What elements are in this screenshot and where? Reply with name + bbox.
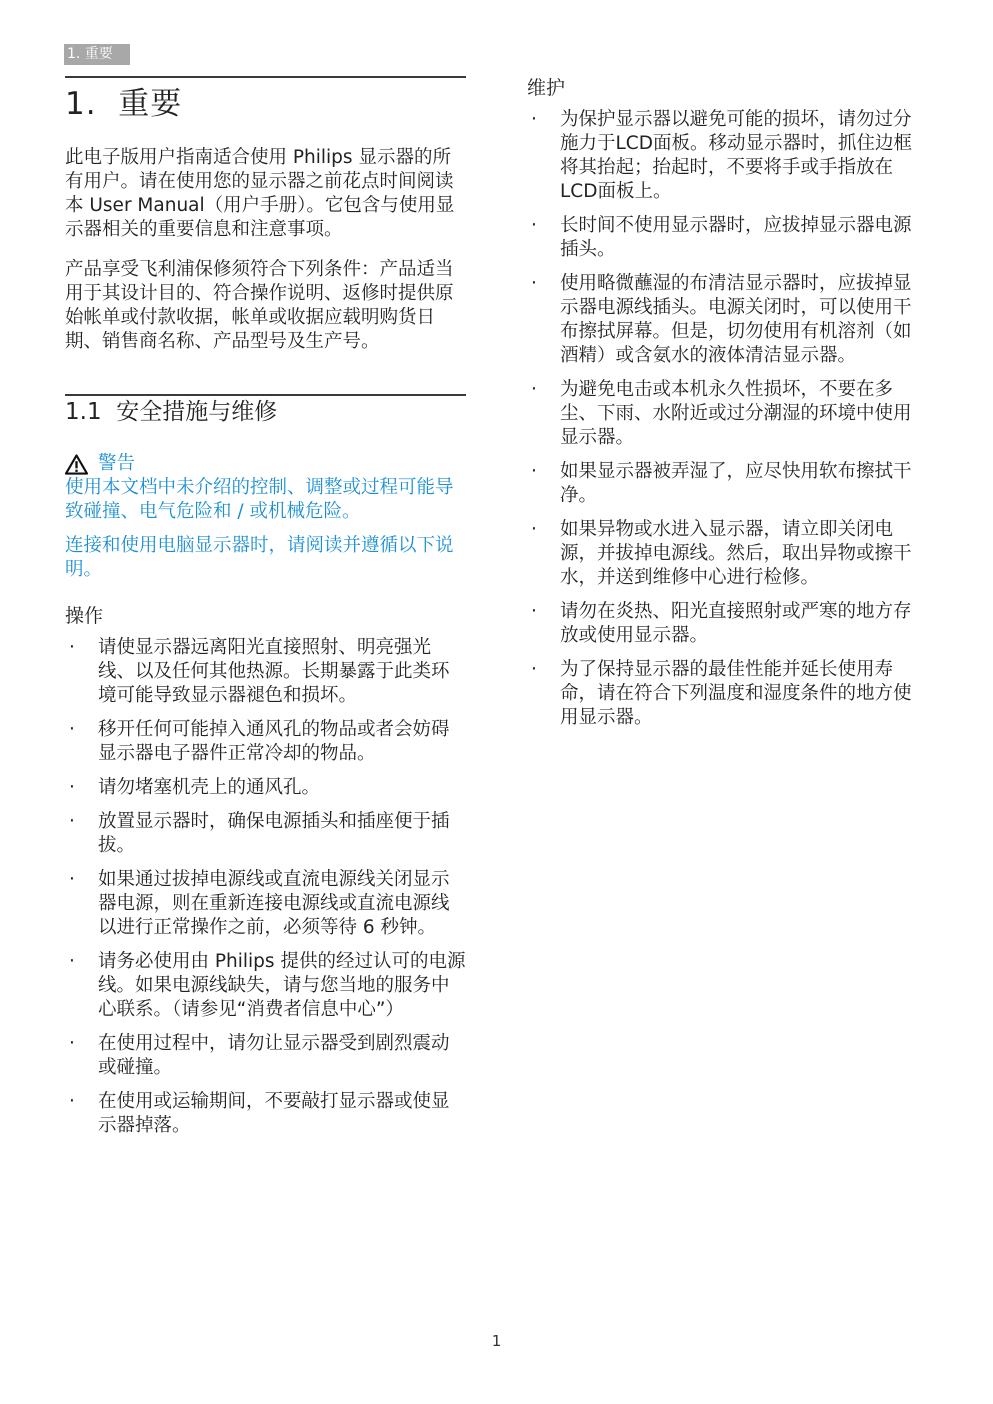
bullet: · [69, 719, 75, 740]
warning-triangle-icon [65, 454, 88, 475]
chapter-divider [65, 76, 466, 78]
operation-item [65, 1032, 466, 1080]
operation-item-text: 在使用或运输期间，不要敲打显示器或使显示器掉落。 [98, 1091, 450, 1136]
maintenance-item-text: 为避免电击或本机永久性损坏，不要在多尘、下雨、水附近或过分潮湿的环境中使用显示器。 [560, 379, 912, 448]
operation-item-text: 如果通过拔掉电源线或直流电源线关闭显示器电源，则在重新连接电源线或直流电源线以进行正常操作之前，必须等待 6 秒钟。 [98, 869, 450, 938]
bullet: · [69, 777, 75, 798]
intro-paragraph: 产品享受飞利浦保修须符合下列条件：产品适当用于其设计目的、符合操作说明、返修时提供原始帐单或付款收据，帐单或收据应载明购货日期、销售商名称、产品型号及生产号。 [65, 259, 454, 352]
operation-item-text: 请使显示器远离阳光直接照射、明亮强光线、以及任何其他热源。长期暴露于此类环境可能导致显示器褪色和损坏。 [98, 637, 450, 706]
maintenance-item-text: 为保护显示器以避免可能的损坏，请勿过分施力于LCD面板。移动显示器时，抓住边框将其抬起；抬起时，不要将手或手指放在LCD面板上。 [560, 109, 912, 202]
bullet: · [69, 1091, 75, 1112]
operation-item-text: 放置显示器时，确保电源插头和插座便于插拔。 [98, 811, 450, 856]
section-number: 1.1 [65, 399, 102, 425]
maintenance-list [527, 108, 927, 730]
operation-item-text: 请勿堵塞机壳上的通风孔。 [98, 777, 321, 798]
operation-item [65, 776, 466, 800]
maintenance-item [527, 378, 927, 450]
operation-item [65, 636, 466, 708]
operation-heading: 操作 [65, 605, 104, 627]
bullet: · [531, 601, 537, 622]
operation-list [65, 636, 466, 1138]
bullet: · [69, 811, 75, 832]
bullet: · [531, 659, 537, 680]
bullet: · [531, 461, 537, 482]
section-title [65, 397, 466, 427]
intro-paragraph: 此电子版用户指南适合使用 Philips 显示器的所有用户。请在使用您的显示器之前花点时间阅读本 User Manual（用户手册）。它包含与使用显示器相关的重要信息和注意事项。 [65, 147, 455, 240]
page-number: 1 [491, 1332, 502, 1350]
maintenance-item-text: 如果异物或水进入显示器，请立即关闭电源，并拔掉电源线。然后，取出异物或擦干水，并送到维修中心进行检修。 [560, 519, 912, 588]
operation-item [65, 868, 466, 940]
bullet: · [69, 1033, 75, 1054]
maintenance-item [527, 518, 927, 590]
warning-paragraph: 连接和使用电脑显示器时，请阅读并遵循以下说明。 [65, 535, 454, 580]
section-title-text: 安全措施与维修 [116, 399, 278, 425]
operation-item [65, 1090, 466, 1138]
chapter-title-text: 重要 [118, 86, 183, 122]
warning-paragraph: 使用本文档中未介绍的控制、调整或过程可能导致碰撞、电气危险和 / 或机械危险。 [65, 477, 454, 522]
bullet: · [69, 637, 75, 658]
maintenance-item [527, 460, 927, 508]
maintenance-item [527, 214, 927, 262]
warning-heading [65, 452, 466, 476]
operation-item-text: 在使用过程中，请勿让显示器受到剧烈震动或碰撞。 [98, 1033, 450, 1078]
chapter-title [65, 84, 466, 124]
bullet: · [531, 109, 537, 130]
left-column [65, 76, 466, 1138]
section-divider [65, 394, 466, 396]
maintenance-item [527, 272, 927, 368]
maintenance-item-text: 为了保持显示器的最佳性能并延长使用寿命，请在符合下列温度和湿度条件的地方使用显示器。 [560, 659, 912, 728]
maintenance-heading: 维护 [527, 77, 566, 99]
maintenance-item-text: 长时间不使用显示器时，应拔掉显示器电源插头。 [560, 215, 912, 260]
maintenance-item-text: 使用略微蘸湿的布清洁显示器时，应拔掉显示器电源线插头。电源关闭时，可以使用干布擦拭屏幕。但是，切勿使用有机溶剂（如酒精）或含氨水的液体清洁显示器。 [560, 273, 912, 366]
maintenance-item [527, 600, 927, 648]
chapter-tab-label: 1. 重要 [64, 44, 130, 65]
bullet: · [69, 869, 75, 890]
operation-item [65, 810, 466, 858]
bullet: · [531, 215, 537, 236]
operation-item [65, 718, 466, 766]
bullet: · [69, 951, 75, 972]
bullet: · [531, 379, 537, 400]
maintenance-item [527, 658, 927, 730]
maintenance-item-text: 如果显示器被弄湿了，应尽快用软布擦拭干净。 [560, 461, 912, 506]
maintenance-item-text: 请勿在炎热、阳光直接照射或严寒的地方存放或使用显示器。 [560, 601, 912, 646]
operation-item-text: 请务必使用由 Philips 提供的经过认可的电源线。如果电源线缺失，请与您当地的服务中心联系。（请参见“消费者信息中心”） [98, 951, 466, 1020]
chapter-number: 1. [65, 86, 97, 122]
bullet: · [531, 519, 537, 540]
bullet: · [531, 273, 537, 294]
operation-item [65, 950, 466, 1022]
maintenance-item [527, 108, 927, 204]
operation-item-text: 移开任何可能掉入通风孔的物品或者会妨碍显示器电子器件正常冷却的物品。 [98, 719, 450, 764]
right-column [527, 76, 927, 730]
warning-title: 警告 [98, 453, 136, 474]
